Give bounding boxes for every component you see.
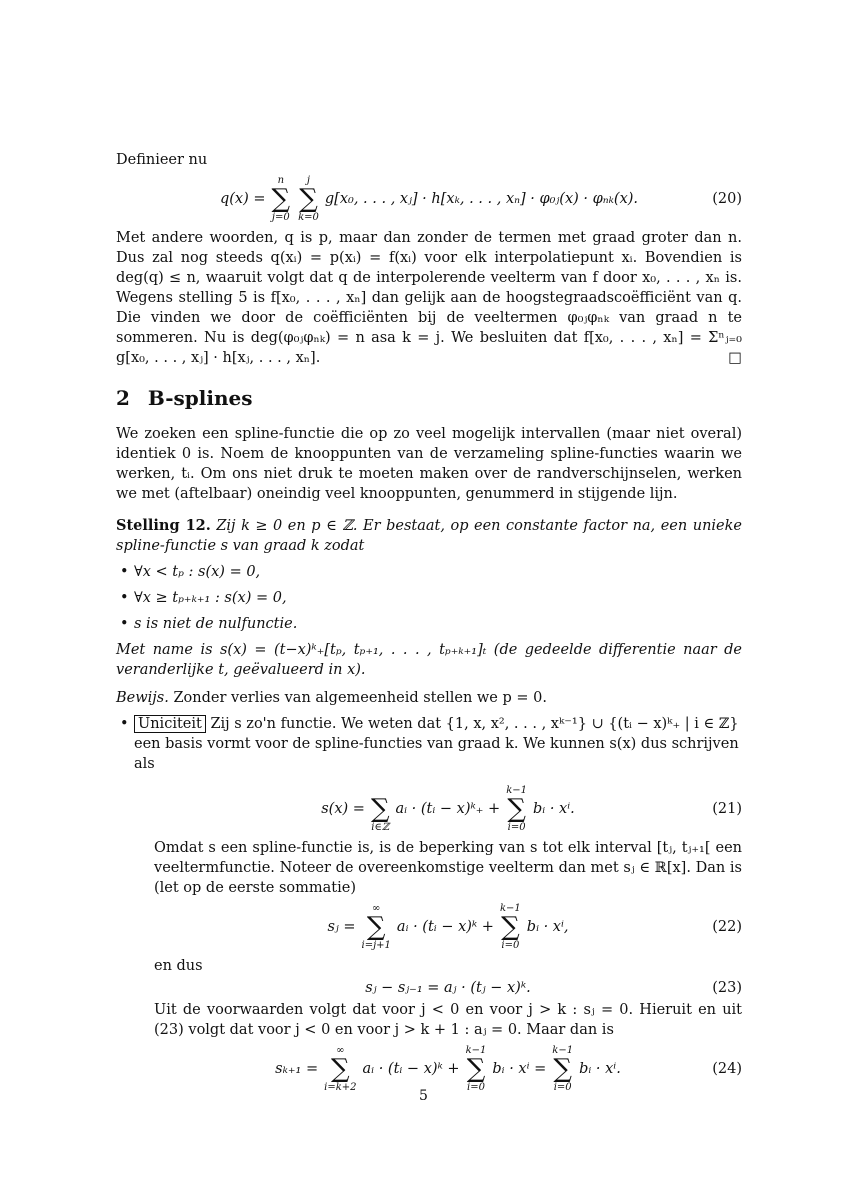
sum-symbol: k−1 ∑ i=0 bbox=[506, 785, 528, 833]
proof-intro: Bewijs. Zonder verlies van algemeenheid stellen we p = 0. bbox=[116, 690, 547, 706]
proof-list bbox=[116, 714, 742, 774]
equation-20 bbox=[116, 170, 742, 228]
paragraph: Uit de voorwaarden volgt dat voor j < 0 en voor j > k : sⱼ = 0. Hieruit en uit (23) volgt dat voor j < 0 en voor j > k + 1 : aⱼ = 0. Maar dan is bbox=[154, 1002, 742, 1038]
sum-symbol: j ∑ k=0 bbox=[298, 175, 319, 223]
eq20-body: g[x₀, . . . , xⱼ] · h[xₖ, . . . , xₙ] · φ₀ⱼ(x) · φₙₖ(x). bbox=[324, 191, 639, 207]
equation-number: (20) bbox=[712, 191, 742, 207]
sum-symbol: ∞ ∑ i=j+1 bbox=[361, 903, 391, 951]
sum-symbol: n ∑ j=0 bbox=[271, 175, 291, 223]
paragraph: Omdat s een spline-functie is, is de beperking van s tot elk interval [tⱼ, tⱼ₊₁[ een veeltermfunctie. Noteer de overeenkomstige veelterm dan met sⱼ ∈ ℝ[x]. Dan is (let op de eerste sommatie) bbox=[154, 840, 742, 896]
list-item: • s is niet de nulfunctie. bbox=[134, 614, 742, 634]
equation-number: (21) bbox=[712, 801, 742, 817]
sum-symbol: k−1 ∑ i=0 bbox=[552, 1045, 574, 1093]
theorem-label: Stelling 12. bbox=[116, 517, 211, 534]
sum-symbol: ∞ ∑ i=k+2 bbox=[324, 1045, 357, 1093]
equation-22: sⱼ = ∞ ∑ i=j+1 aᵢ · (tᵢ − x)ᵏ + k−1 ∑ i=0 bᵢ · xⁱ, (22) bbox=[327, 903, 742, 951]
equation-21: s(x) = ∑ i∈ℤ aᵢ · (tᵢ − x)ᵏ₊ + k−1 ∑ i=0 bᵢ · xⁱ. (21) bbox=[321, 785, 742, 833]
section-heading: 2 B-splines bbox=[116, 386, 253, 410]
equation-number: (23) bbox=[712, 980, 742, 996]
sum-symbol: k−1 ∑ i=0 bbox=[499, 903, 521, 951]
equation-24: sₖ₊₁ = ∞ ∑ i=k+2 aᵢ · (tᵢ − x)ᵏ + k−1 ∑ i=0 bᵢ · xⁱ = k−1 ∑ i=0 bᵢ · xⁱ. (24) bbox=[275, 1045, 742, 1093]
list-item: • ∀x < tₚ : s(x) = 0, bbox=[134, 562, 742, 582]
list-item: • Uniciteit Zij s zo'n functie. We weten dat {1, x, x², . . . , xᵏ⁻¹} ∪ {(tᵢ − x)ᵏ₊ | i ∈ ℤ} een basis vormt voor de spline-functies van graad k. We kunnen s(x) dus schrijven als bbox=[134, 714, 742, 774]
sum-symbol: ∑ i∈ℤ bbox=[370, 794, 390, 833]
eq20-lhs: q(x) = bbox=[219, 191, 266, 207]
paragraph: Met andere woorden, q is p, maar dan zonder de termen met graad groter dan n. Dus zal nog steeds q(xᵢ) = p(xᵢ) = f(xᵢ) voor elk interpolatiepunt xᵢ. Bovendien is deg(q) ≤ n, waaruit volgt dat q de interpolerende veelterm van f door x₀, . . . , xₙ is. Wegens stelling 5 is f[x₀, . . . , xₙ] dan gelijk aan de hoogstegraadscoëfficiënt van q. Die vinden we door de coëfficiënten bij de veeltermen φ₀ⱼφₙₖ van graad n te sommeren. Nu is deg(φ₀ⱼφₙₖ) = n asa k = j. We besluiten dat f[x₀, . . . , xₙ] = Σⁿⱼ₌₀ g[x₀, . . . , xⱼ] · h[xⱼ, . . . , xₙ]. □ bbox=[116, 230, 742, 366]
equation-23: sⱼ − sⱼ₋₁ = aⱼ · (tⱼ − x)ᵏ. (23) bbox=[365, 980, 742, 996]
page-content bbox=[116, 150, 742, 1098]
paragraph: We zoeken een spline-functie die op zo veel mogelijk intervallen (maar niet overal) identiek 0 is. Noem de knooppunten van de verzameling spline-functies waarin we werken, tᵢ. Om ons niet druk te moeten maken over de randverschijnselen, werken we met (aftelbaar) oneindig veel knooppunten, genummerd in stijgende lijn. bbox=[116, 426, 742, 502]
qed-symbol: □ bbox=[728, 350, 742, 366]
page-number: 5 bbox=[419, 1088, 428, 1104]
paragraph: en dus bbox=[154, 958, 203, 974]
theorem-closing: Met name is s(x) = (t−x)ᵏ₊[tₚ, tₚ₊₁, . . . , tₚ₊ₖ₊₁]ₜ (de gedeelde differentie naar de veranderlijke t, geëvalueerd in x). bbox=[116, 642, 742, 678]
intro-text: Definieer nu bbox=[116, 152, 208, 168]
theorem-12 bbox=[116, 516, 742, 556]
list-item: • ∀x ≥ tₚ₊ₖ₊₁ : s(x) = 0, bbox=[134, 588, 742, 608]
equation-number: (22) bbox=[712, 919, 742, 935]
sum-symbol: k−1 ∑ i=0 bbox=[465, 1045, 487, 1093]
equation-number: (24) bbox=[712, 1061, 742, 1077]
theorem-statement: Zij k ≥ 0 en p ∈ ℤ. Er bestaat, op een constante factor na, een unieke spline-functie s van graad k zodat bbox=[116, 518, 742, 554]
uniciteit-box: Uniciteit bbox=[134, 715, 206, 733]
theorem-conditions bbox=[116, 562, 742, 634]
